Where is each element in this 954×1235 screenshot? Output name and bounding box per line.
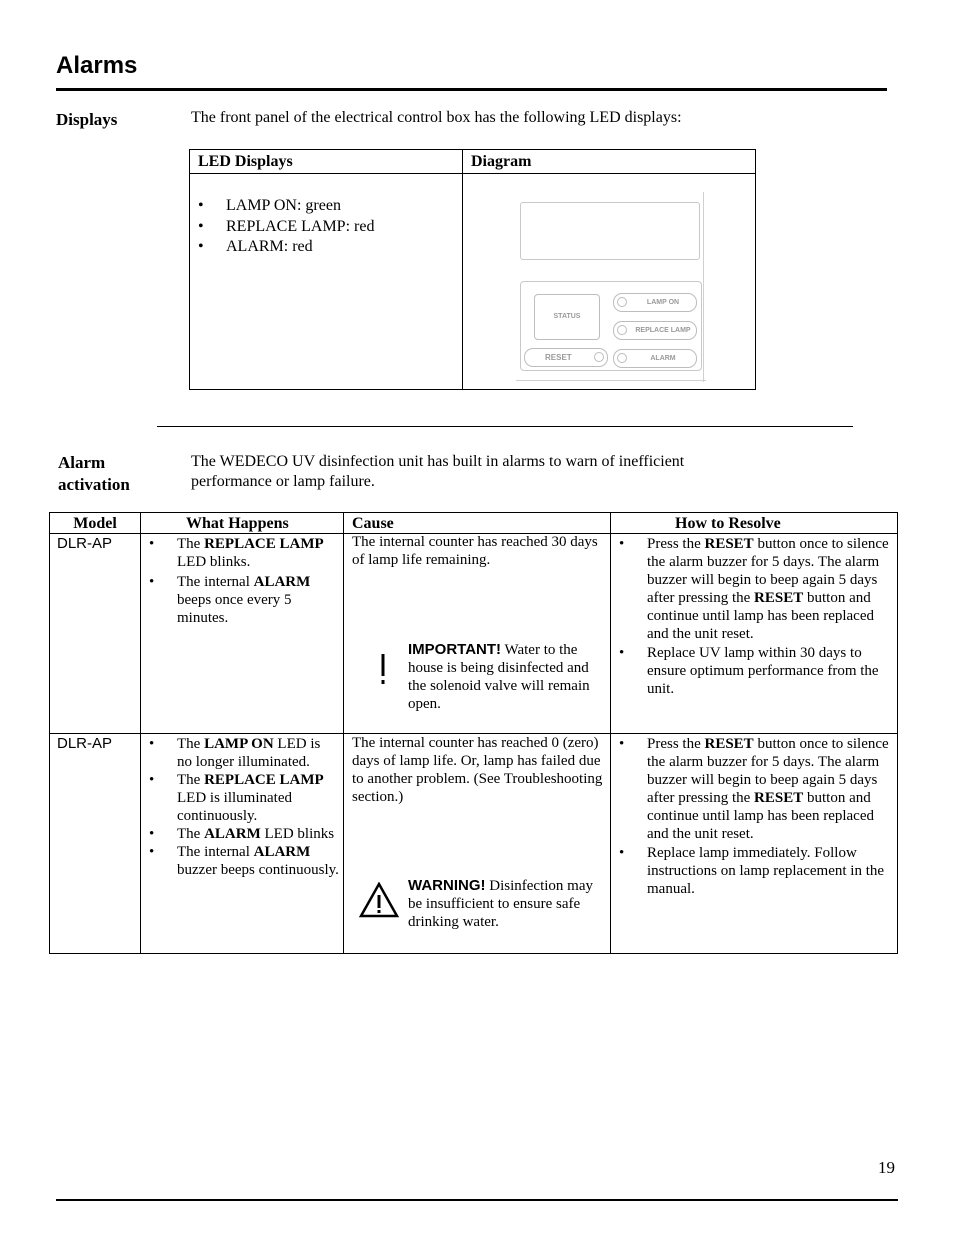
list-item: • The REPLACE LAMP LED is illuminated continuously. [149, 771, 339, 825]
row1-cause: The internal counter has reached 30 days of lamp life remaining. [352, 534, 598, 568]
header-how-to-resolve: How to Resolve [675, 515, 781, 532]
activation-intro: The WEDECO UV disinfection unit has built in alarms to warn of inefficient performance or lamp failure. [191, 453, 685, 490]
list-item: • The ALARM LED blinks [149, 825, 339, 843]
row1-model: DLR-AP [57, 535, 113, 552]
led-table-divider [462, 150, 463, 389]
activation-label: Alarm activation [58, 453, 130, 494]
list-item: • Press the RESET button once to silence the alarm buzzer for 5 days. The alarm buzzer will begin to beep again 5 days after pressing the RESET button and continue until lamp has been replaced and the unit reset. [619, 535, 895, 643]
led-dot-icon [617, 353, 627, 363]
header-what-happens: What Happens [186, 515, 289, 532]
led-list [198, 196, 453, 258]
alarm-led: ALARM [613, 349, 697, 368]
row2-cause: The internal counter has reached 0 (zero) days of lamp life. Or, lamp has failed due to another problem. (See Troubleshooting section.) [352, 735, 603, 805]
list-item: • REPLACE LAMP: red [198, 217, 453, 238]
led-col-header: LED Displays [190, 150, 463, 174]
page-number: 19 [878, 1158, 895, 1177]
row1-important-note: IMPORTANT! Water to the house is being disinfected and the solenoid valve will remain open. [408, 641, 590, 712]
replace-lamp-led: REPLACE LAMP [613, 321, 697, 340]
section-divider [157, 426, 853, 427]
list-item: • LAMP ON: green [198, 196, 453, 217]
control-panel-diagram [516, 192, 706, 382]
panel-button-area [520, 281, 702, 371]
reset-button: RESET [524, 348, 608, 367]
list-item: • The LAMP ON LED is no longer illuminated. [149, 735, 339, 771]
displays-label: Displays [56, 110, 118, 129]
row2-what-list [149, 735, 339, 879]
header-model: Model [73, 515, 117, 532]
displays-intro: The front panel of the electrical control box has the following LED displays: [191, 109, 682, 126]
list-item: • The internal ALARM beeps once every 5 minutes. [149, 573, 339, 627]
list-item: • Replace lamp immediately. Follow instructions on lamp replacement in the manual. [619, 844, 895, 898]
row2-model: DLR-AP [57, 735, 113, 752]
list-item: • ALARM: red [198, 237, 453, 258]
title-rule [56, 88, 887, 91]
diagram-col-header: Diagram [463, 150, 755, 174]
list-item: • Press the RESET button once to silence the alarm buzzer for 5 days. The alarm buzzer will begin to beep again 5 days after pressing the RESET button and continue until lamp has been replaced and the unit reset. [619, 735, 895, 843]
row2-resolve-list [619, 735, 895, 898]
footer-rule [56, 1199, 898, 1201]
list-item: • Replace UV lamp within 30 days to ensure optimum performance from the unit. [619, 644, 895, 698]
list-item: • The internal ALARM buzzer beeps continuously. [149, 843, 339, 879]
row1-what-list [149, 535, 339, 627]
header-cause: Cause [352, 515, 394, 532]
alarm-table [49, 512, 898, 954]
lamp-on-led: LAMP ON [613, 293, 697, 312]
row1-resolve-list [619, 535, 895, 698]
warning-triangle-icon [359, 882, 399, 918]
panel-display-screen [520, 202, 700, 260]
status-button: STATUS [534, 294, 600, 340]
led-dot-icon [617, 325, 627, 335]
exclamation-icon [377, 653, 389, 687]
row2-warning-note: WARNING! Disinfection may be insufficient to ensure safe drinking water. [408, 877, 593, 930]
reset-dot-icon [594, 352, 604, 362]
page-title: Alarms [56, 52, 138, 79]
led-dot-icon [617, 297, 627, 307]
list-item: • The REPLACE LAMP LED blinks. [149, 535, 339, 571]
